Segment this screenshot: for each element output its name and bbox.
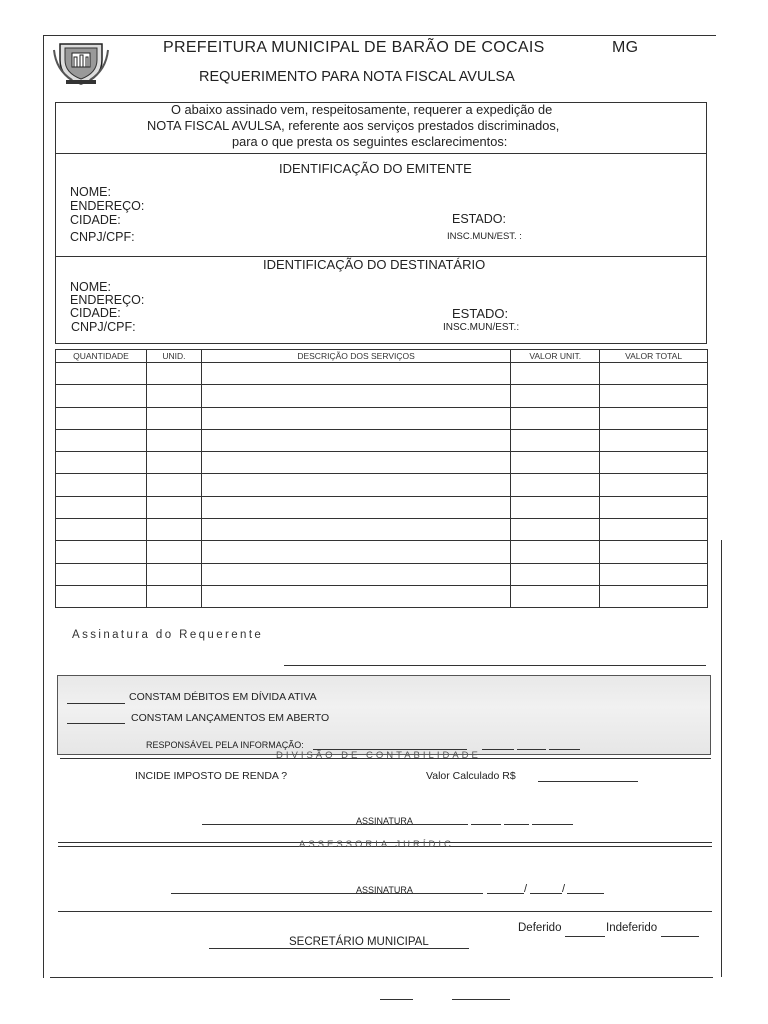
cell-unid[interactable]	[146, 385, 201, 407]
table-row	[56, 496, 708, 518]
cell-valor-total[interactable]	[600, 541, 708, 563]
assinatura-requerente-label: Assinatura do Requerente	[72, 629, 264, 641]
responsavel-label: RESPONSÁVEL PELA INFORMAÇÃO:	[146, 740, 304, 750]
footer-mark-1	[380, 999, 413, 1000]
destinatario-nome-label: NOME:	[70, 280, 111, 294]
cell-descricao[interactable]	[201, 407, 510, 429]
lancamentos-label: CONSTAM LANÇAMENTOS EM ABERTO	[131, 712, 330, 724]
destinatario-cidade-label: CIDADE:	[70, 306, 121, 320]
cell-unid[interactable]	[146, 407, 201, 429]
table-row	[56, 585, 708, 607]
emitente-cnpj-label: CNPJ/CPF:	[70, 230, 135, 244]
responsavel-date-year[interactable]	[549, 749, 580, 750]
cell-unid[interactable]	[146, 519, 201, 541]
cell-valor-total[interactable]	[600, 363, 708, 385]
cell-valor-unit[interactable]	[511, 541, 600, 563]
cell-unid[interactable]	[146, 452, 201, 474]
cell-unid[interactable]	[146, 541, 201, 563]
destinatario-estado-label: ESTADO:	[452, 306, 509, 321]
contabilidade-assinatura-label: ASSINATURA	[356, 816, 413, 826]
table-row	[56, 563, 708, 585]
debitos-blank[interactable]	[67, 703, 125, 704]
cell-descricao[interactable]	[201, 452, 510, 474]
cell-valor-total[interactable]	[600, 429, 708, 451]
form-subtitle: REQUERIMENTO PARA NOTA FISCAL AVULSA	[199, 69, 515, 85]
contabilidade-date-month[interactable]	[504, 824, 529, 825]
contabilidade-date-year[interactable]	[532, 824, 573, 825]
cell-valor-total[interactable]	[600, 519, 708, 541]
cell-valor-total[interactable]	[600, 385, 708, 407]
destinatario-bottom	[55, 343, 706, 344]
cell-valor-unit[interactable]	[511, 385, 600, 407]
cell-quantidade[interactable]	[56, 407, 147, 429]
indeferido-field[interactable]	[661, 936, 699, 937]
incide-ir-label: INCIDE IMPOSTO DE RENDA ?	[135, 770, 288, 782]
cell-valor-unit[interactable]	[511, 452, 600, 474]
responsavel-date-month[interactable]	[517, 749, 546, 750]
cell-valor-total[interactable]	[600, 496, 708, 518]
juridica-signature-line[interactable]	[171, 893, 483, 894]
services-table	[55, 349, 708, 608]
secretario-signature-line[interactable]	[209, 948, 469, 949]
cell-valor-total[interactable]	[600, 585, 708, 607]
intro-line-1: O abaixo assinado vem, respeitosamente, requerer a expedição de	[171, 102, 553, 117]
cell-unid[interactable]	[146, 563, 201, 585]
page-border-bottom	[50, 977, 713, 978]
page-border-right	[721, 540, 722, 977]
table-row	[56, 385, 708, 407]
page-title: PREFEITURA MUNICIPAL DE BARÃO DE COCAIS	[163, 39, 545, 56]
table-row	[56, 474, 708, 496]
emitente-nome-label: NOME:	[70, 185, 111, 199]
emitente-insc-label: INSC.MUN/EST. :	[447, 231, 522, 242]
lancamentos-blank[interactable]	[67, 723, 125, 724]
cell-unid[interactable]	[146, 429, 201, 451]
page-border-top	[43, 35, 716, 36]
cell-valor-total[interactable]	[600, 474, 708, 496]
cell-valor-unit[interactable]	[511, 429, 600, 451]
cell-quantidade[interactable]	[56, 519, 147, 541]
header-valor-total: VALOR TOTAL	[600, 350, 708, 363]
table-row	[56, 363, 708, 385]
destinatario-insc-label: INSC.MUN/EST.:	[443, 322, 520, 333]
cell-unid[interactable]	[146, 363, 201, 385]
emitente-estado-label: ESTADO:	[452, 212, 506, 226]
assessoria-juridica-title: ASSESSORIA JURÍDIC	[299, 839, 454, 850]
destinatario-cnpj-label: CNPJ/CPF:	[71, 320, 136, 334]
cell-quantidade[interactable]	[56, 385, 147, 407]
table-row	[56, 541, 708, 563]
emitente-endereco-label: ENDEREÇO:	[70, 199, 145, 213]
intro-line-2: NOTA FISCAL AVULSA, referente aos serviços prestados discriminados,	[147, 118, 560, 133]
cell-descricao[interactable]	[201, 385, 510, 407]
secretario-label: SECRETÁRIO MUNICIPAL	[289, 936, 429, 948]
cell-unid[interactable]	[146, 496, 201, 518]
cell-quantidade[interactable]	[56, 541, 147, 563]
cell-valor-total[interactable]	[600, 407, 708, 429]
cell-descricao[interactable]	[201, 541, 510, 563]
divisao-contabilidade-title: DIVISÃO DE CONTABILIDADE	[276, 750, 481, 761]
juridica-assinatura-label: ASSINATURA	[356, 885, 413, 895]
cell-unid[interactable]	[146, 585, 201, 607]
juridica-date-sep-2: /	[562, 883, 566, 895]
cell-valor-unit[interactable]	[511, 407, 600, 429]
cell-quantidade[interactable]	[56, 563, 147, 585]
table-row	[56, 519, 708, 541]
valor-calculado-label: Valor Calculado R$	[426, 770, 516, 782]
indeferido-label: Indeferido	[606, 922, 658, 934]
destinatario-endereco-label: ENDEREÇO:	[70, 293, 145, 307]
emitente-title: IDENTIFICAÇÃO DO EMITENTE	[279, 161, 472, 176]
page-border-left	[43, 35, 44, 978]
cell-descricao[interactable]	[201, 429, 510, 451]
cell-descricao[interactable]	[201, 519, 510, 541]
cell-descricao[interactable]	[201, 474, 510, 496]
responsavel-date-day[interactable]	[482, 749, 514, 750]
valor-calculado-field[interactable]	[538, 781, 638, 782]
juridica-date-year[interactable]	[567, 893, 604, 894]
cell-valor-total[interactable]	[600, 452, 708, 474]
juridica-date-sep-1: /	[524, 883, 528, 895]
contabilidade-date-day[interactable]	[471, 824, 501, 825]
cell-descricao[interactable]	[201, 585, 510, 607]
emitente-cidade-label: CIDADE:	[70, 213, 121, 227]
deferido-field[interactable]	[565, 936, 605, 937]
cell-quantidade[interactable]	[56, 474, 147, 496]
intro-line-3: para o que presta os seguintes esclarecimentos:	[232, 134, 508, 149]
juridica-date-month[interactable]	[530, 893, 562, 894]
header-descricao: DESCRIÇÃO DOS SERVIÇOS	[201, 350, 510, 363]
cell-descricao[interactable]	[201, 363, 510, 385]
cell-valor-unit[interactable]	[511, 563, 600, 585]
cell-descricao[interactable]	[201, 563, 510, 585]
header-unid: UNID.	[146, 350, 201, 363]
cell-quantidade[interactable]	[56, 452, 147, 474]
header-quantidade: QUANTIDADE	[56, 350, 147, 363]
cell-quantidade[interactable]	[56, 496, 147, 518]
municipal-crest-icon	[52, 40, 110, 86]
cell-valor-unit[interactable]	[511, 519, 600, 541]
cell-valor-unit[interactable]	[511, 496, 600, 518]
final-rule	[58, 911, 712, 912]
table-row	[56, 429, 708, 451]
contabilidade-signature-line[interactable]	[202, 824, 468, 825]
emitente-border-right	[706, 154, 707, 344]
footer-mark-2	[452, 999, 510, 1000]
table-row	[56, 407, 708, 429]
cell-valor-unit[interactable]	[511, 585, 600, 607]
destinatario-title: IDENTIFICAÇÃO DO DESTINATÁRIO	[263, 257, 486, 272]
cell-quantidade[interactable]	[56, 363, 147, 385]
juridica-date-day[interactable]	[487, 893, 524, 894]
cell-valor-unit[interactable]	[511, 474, 600, 496]
deferido-label: Deferido	[518, 922, 562, 934]
cell-valor-total[interactable]	[600, 563, 708, 585]
debitos-label: CONSTAM DÉBITOS EM DÍVIDA ATIVA	[129, 691, 317, 703]
requerente-signature-line[interactable]	[284, 665, 706, 666]
cell-valor-unit[interactable]	[511, 363, 600, 385]
cell-descricao[interactable]	[201, 496, 510, 518]
state-label: MG	[612, 39, 639, 56]
cell-quantidade[interactable]	[56, 429, 147, 451]
table-row	[56, 452, 708, 474]
table-header-row	[56, 350, 708, 363]
cell-unid[interactable]	[146, 474, 201, 496]
cell-quantidade[interactable]	[56, 585, 147, 607]
emitente-border-left	[55, 154, 56, 344]
header-valor-unit: VALOR UNIT.	[511, 350, 600, 363]
